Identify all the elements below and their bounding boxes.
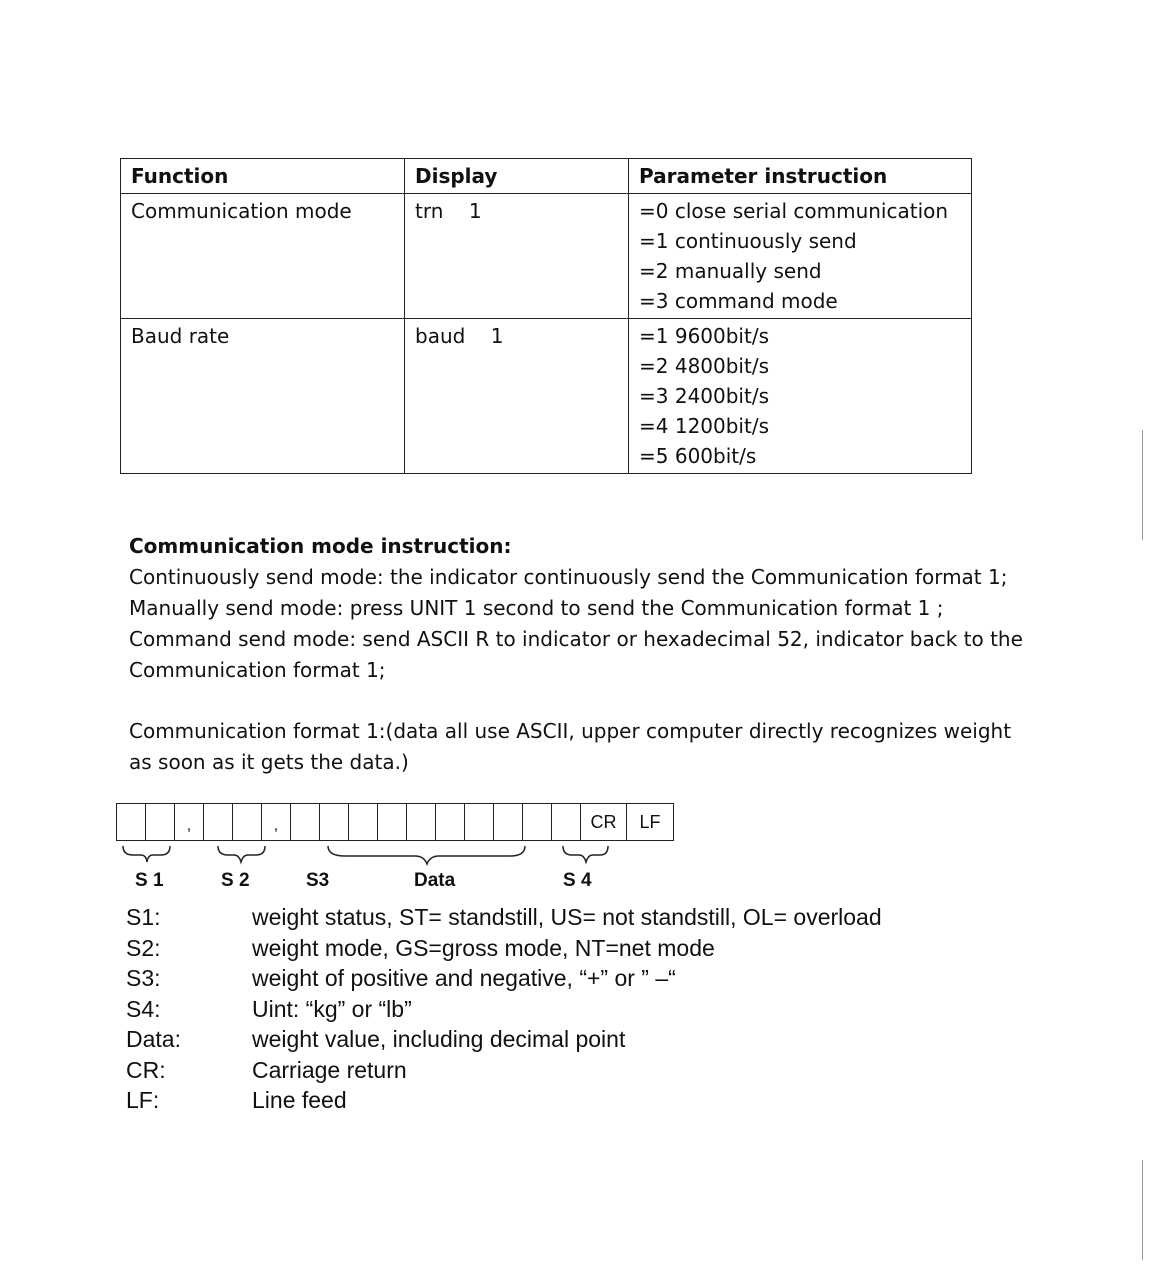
definition-desc: weight of positive and negative, “+” or ” –“ bbox=[252, 965, 676, 991]
instruction-line: Communication format 1; bbox=[129, 658, 386, 682]
header-display: Display bbox=[405, 159, 629, 194]
param-line: =5 600bit/s bbox=[639, 444, 757, 468]
definition-desc: weight mode, GS=gross mode, NT=net mode bbox=[252, 934, 715, 961]
format-note bbox=[129, 716, 1029, 778]
definition-term: S2: bbox=[126, 934, 161, 961]
frame-cell bbox=[523, 804, 552, 840]
frame-cell bbox=[349, 804, 378, 840]
list-item bbox=[126, 1055, 882, 1086]
brace-s4 bbox=[563, 846, 608, 862]
param-line: =1 continuously send bbox=[639, 229, 857, 253]
cell-function: Baud rate bbox=[121, 319, 405, 474]
mode-instructions bbox=[129, 531, 1029, 686]
cell-parameters bbox=[629, 319, 972, 474]
label-s3: S3 bbox=[306, 870, 330, 891]
frame-separator: , bbox=[175, 804, 204, 840]
frame-cell bbox=[117, 804, 146, 840]
frame-cell bbox=[465, 804, 494, 840]
param-line: =3 2400bit/s bbox=[639, 384, 769, 408]
frame-cell bbox=[233, 804, 262, 840]
definition-desc: weight value, including decimal point bbox=[252, 1026, 626, 1052]
frame-cell bbox=[407, 804, 436, 840]
frame-diagram bbox=[116, 803, 674, 841]
cell-display: baud 1 bbox=[405, 319, 629, 474]
list-item bbox=[126, 1024, 882, 1055]
brace-data bbox=[328, 846, 525, 864]
table-row bbox=[121, 194, 972, 319]
header-function: Function bbox=[121, 159, 405, 194]
frame-separator: , bbox=[262, 804, 291, 840]
instruction-line: Continuously send mode: the indicator continuously send the Communication format 1; bbox=[129, 565, 1008, 589]
frame-cell-lf: LF bbox=[639, 811, 661, 832]
parameter-table bbox=[120, 158, 972, 474]
definition-term: S1: bbox=[126, 904, 161, 930]
cell-display: trn 1 bbox=[405, 194, 629, 319]
param-line: =2 manually send bbox=[639, 259, 822, 283]
frame-cell bbox=[552, 804, 581, 840]
cell-parameters bbox=[629, 194, 972, 319]
label-data: Data bbox=[414, 870, 456, 891]
brace-s1 bbox=[123, 846, 170, 862]
instructions-heading: Communication mode instruction: bbox=[129, 534, 512, 558]
table-header-row bbox=[121, 159, 972, 194]
param-line: =0 close serial communication bbox=[639, 199, 949, 223]
frame-cell bbox=[494, 804, 523, 840]
label-s4: S 4 bbox=[563, 870, 592, 891]
param-line: =3 command mode bbox=[639, 289, 838, 313]
definition-desc: Line feed bbox=[252, 1087, 347, 1113]
definition-term: S3: bbox=[126, 965, 161, 991]
frame-cell bbox=[320, 804, 349, 840]
format-note-line: Communication format 1:(data all use ASCII, upper computer directly recognizes weight bbox=[129, 719, 1012, 743]
definition-term: Data: bbox=[126, 1026, 181, 1052]
label-s1: S 1 bbox=[135, 870, 164, 891]
scan-edge-mark bbox=[1142, 430, 1143, 540]
list-item bbox=[126, 933, 882, 964]
param-line: =2 4800bit/s bbox=[639, 354, 769, 378]
header-parameter-instruction: Parameter instruction bbox=[629, 159, 972, 194]
frame-cell bbox=[378, 804, 407, 840]
frame-cell bbox=[204, 804, 233, 840]
definition-desc: Carriage return bbox=[252, 1056, 407, 1083]
list-item bbox=[126, 1085, 882, 1116]
definition-term: S4: bbox=[126, 995, 161, 1022]
definition-term: LF: bbox=[126, 1087, 160, 1113]
scan-edge-mark bbox=[1142, 1160, 1143, 1260]
format-note-line: as soon as it gets the data.) bbox=[129, 750, 409, 774]
frame-cell bbox=[291, 804, 320, 840]
frame-cell bbox=[146, 804, 175, 840]
definition-desc: weight status, ST= standstill, US= not standstill, OL= overload bbox=[252, 904, 882, 930]
brace-s2 bbox=[218, 846, 265, 862]
cell-function: Communication mode bbox=[121, 194, 405, 319]
param-line: =4 1200bit/s bbox=[639, 414, 769, 438]
instruction-line: Command send mode: send ASCII R to indicator or hexadecimal 52, indicator back to the bbox=[129, 627, 1023, 651]
table-row bbox=[121, 319, 972, 474]
list-item bbox=[126, 994, 882, 1025]
label-s2: S 2 bbox=[221, 870, 250, 891]
list-item bbox=[126, 902, 882, 933]
list-item bbox=[126, 963, 882, 994]
frame-cell bbox=[436, 804, 465, 840]
definition-desc: Uint: “kg” or “lb” bbox=[252, 995, 412, 1022]
definition-term: CR: bbox=[126, 1056, 166, 1083]
instruction-line: Manually send mode: press UNIT 1 second to send the Communication format 1 ; bbox=[129, 596, 944, 620]
param-line: =1 9600bit/s bbox=[639, 324, 769, 348]
frame-cell-cr: CR bbox=[581, 804, 627, 840]
definitions-list bbox=[126, 902, 882, 1116]
